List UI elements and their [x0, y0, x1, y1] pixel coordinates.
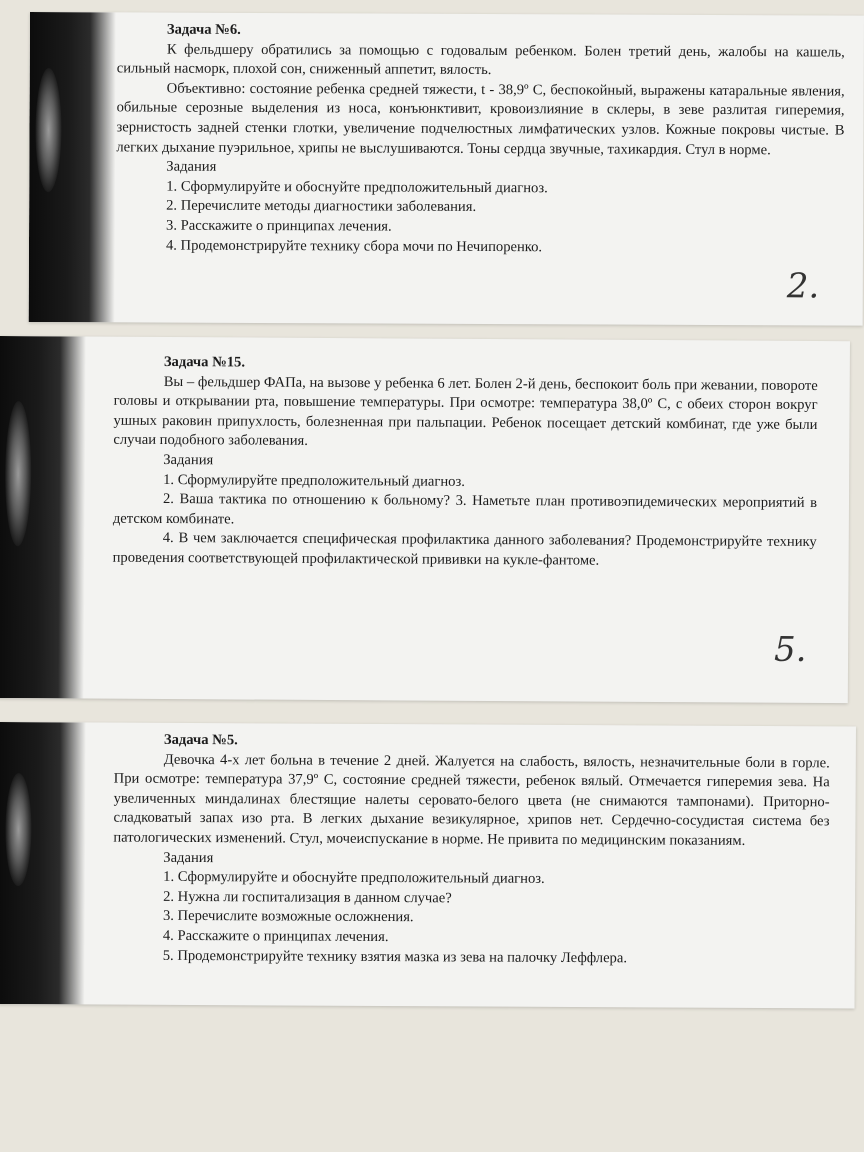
- task-card-15: [0, 336, 850, 703]
- task-paragraph: Объективно: состояние ребенка средней тяжести, t - 38,9º С, беспокойный, выражены катаральные явления, обильные серозные выделения из носа, конъюнктивит, кровоизлияние в склеры, в зеве разлитая гиперемия, зернистость задней стенки глотки, увеличение подчелюстных лимфатических узлов. Кожные покровы чистые. В легких дыхание пуэрильное, хрипы не выслушиваются. Тоны сердца звучные, тахикардия. Стул в норме.: [116, 80, 845, 158]
- scan-edge-shadow: [29, 12, 116, 322]
- task-item: 1. Сформулируйте предположительный диагноз.: [163, 471, 465, 490]
- task-text: [113, 353, 818, 573]
- task-item: 3. Перечислите возможные осложнения.: [162, 908, 414, 926]
- task-text: [116, 20, 845, 258]
- task-item: 4. Расскажите о принципах лечения.: [162, 927, 389, 945]
- task-paragraph: Вы – фельдшер ФАПа, на вызове у ребенка 6 лет. Болен 2-й день, беспокоит боль при жевании, повороте головы и открывании рта, повышение температуры. При осмотре: температура 38,0º С, с обеих сторон вокруг ушных раковин припухлость, болезненная при пальпации. Ребенок посещает детский комбинат, где уже были случаи подобного заболевания.: [113, 373, 818, 450]
- task-item: 4. В чем заключается специфическая профилактика данного заболевания? Продемонстрируйте технику проведения соответствующей профилактической прививки на кукле-фантоме.: [112, 530, 817, 569]
- scan-edge-shadow: [0, 336, 86, 699]
- task-item: 1. Сформулируйте и обоснуйте предположительный диагноз.: [166, 178, 548, 197]
- task-paragraph: К фельдшеру обратились за помощью с годовалым ребенком. Болен третий день, жалобы на кашель, сильный насморк, плохой сон, сниженный аппетит, вялость.: [116, 41, 845, 79]
- task-title: Задача №15.: [163, 354, 246, 371]
- scan-edge-shadow: [0, 722, 86, 1004]
- task-card-6: [29, 12, 864, 326]
- task-item: 2. Ваша тактика по отношению к больному? 3. Наметьте план противоэпидемических мероприятий в детском комбинате.: [112, 491, 818, 528]
- task-card-5: [0, 722, 856, 1008]
- handwritten-mark: 2.: [786, 266, 820, 307]
- task-item: 1. Сформулируйте и обоснуйте предположительный диагноз.: [163, 869, 545, 888]
- tasks-label: Задания: [166, 158, 217, 175]
- task-item: 2. Перечислите методы диагностики заболевания.: [166, 197, 477, 216]
- handwritten-mark: 5.: [773, 629, 807, 670]
- task-item: 5. Продемонстрируйте технику взятия мазка из зева на палочку Леффлера.: [162, 947, 628, 966]
- tasks-label: Задания: [163, 451, 214, 469]
- task-item: 2. Нужна ли госпитализация в данном случае?: [163, 888, 452, 907]
- task-title: Задача №5.: [163, 731, 238, 749]
- tasks-label: Задания: [163, 849, 214, 866]
- task-text: [113, 731, 830, 970]
- task-item: 4. Продемонстрируйте технику сбора мочи по Нечипоренко.: [165, 237, 543, 255]
- task-item: 3. Расскажите о принципах лечения.: [166, 217, 392, 235]
- task-paragraph: Девочка 4-х лет больна в течение 2 дней. Жалуется на слабость, вялость, незначительные боли в горле. При осмотре: температура 37,9º С, состояние средней тяжести, ребенок вялый. Отмечается гиперемия зева. На увеличенных миндалинах блестящие налеты серовато-белого цвета (не снимаются тампонами). Приторно-сладковатый запах изо рта. В легких дыхание везикулярное, хрипов нет. Сердечно-сосудистая система без патологических изменений. Стул, мочеиспускание в норме. Не привита по медицинским показаниям.: [113, 751, 830, 849]
- task-title: Задача №6.: [166, 21, 241, 38]
